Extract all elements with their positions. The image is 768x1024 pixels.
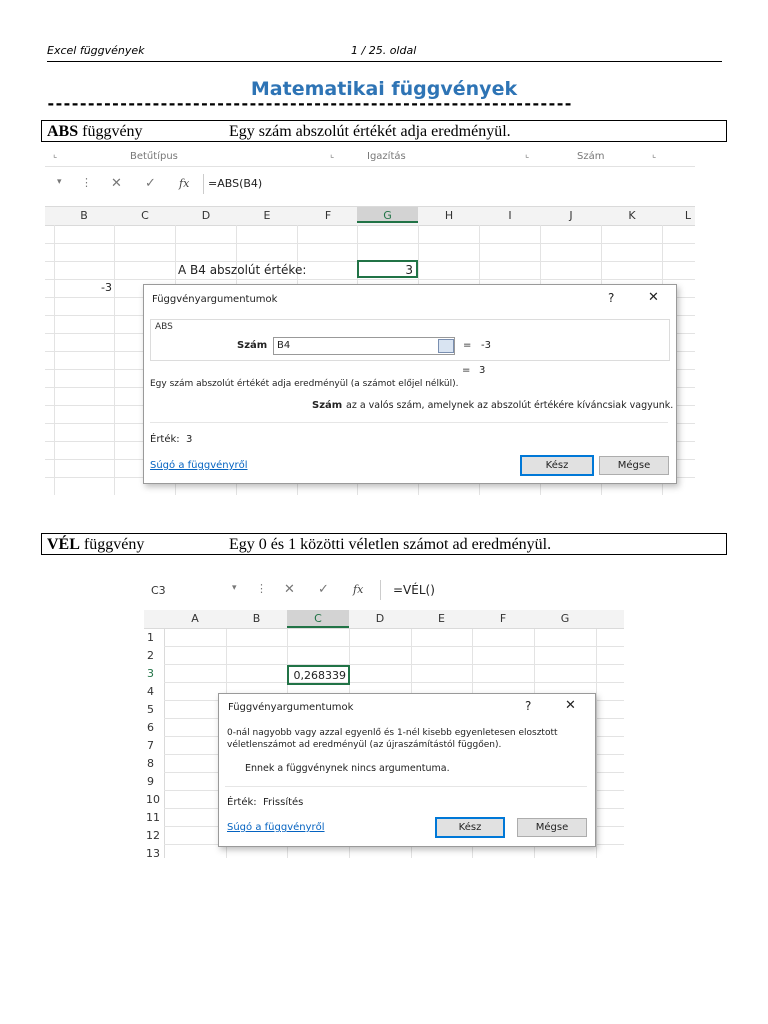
function-arguments-dialog <box>143 284 677 484</box>
ok-button[interactable]: Kész <box>520 455 594 476</box>
vel-function-box <box>41 533 727 555</box>
vel-excel-screenshot <box>144 568 624 858</box>
namebox-dropdown-icon[interactable]: ▾ <box>57 177 62 187</box>
ribbon-group-font: Betűtípus <box>130 151 178 162</box>
row-header[interactable]: 5 <box>147 703 154 716</box>
formula-text: =VÉL() <box>393 583 435 597</box>
page-header <box>47 42 722 62</box>
vel-function-name: VÉL függvény <box>47 536 145 553</box>
row-header[interactable]: 7 <box>147 739 154 752</box>
close-icon[interactable]: ✕ <box>565 698 576 713</box>
row-header[interactable]: 13 <box>146 847 160 858</box>
namebox-dropdown-icon[interactable]: ▾ <box>232 583 237 593</box>
column-header-row <box>144 610 624 629</box>
header-doc-title: Excel függvények <box>47 44 145 57</box>
col-header[interactable]: E <box>263 209 271 222</box>
row-header-column <box>144 629 165 858</box>
col-header[interactable]: D <box>375 612 385 625</box>
dashed-divider: ----------------------------------------------------------------- <box>46 94 572 108</box>
dialog-launcher-icon[interactable]: ⌞ <box>330 150 335 160</box>
abs-excel-screenshot <box>45 150 695 495</box>
close-icon[interactable]: ✕ <box>648 290 659 305</box>
col-header[interactable]: F <box>499 612 507 625</box>
col-header[interactable]: K <box>628 209 636 222</box>
dialog-title: Függvényargumentumok <box>152 294 278 305</box>
formula-bar <box>45 174 695 196</box>
col-header[interactable]: C <box>141 209 149 222</box>
dialog-launcher-icon[interactable]: ⌞ <box>525 150 530 160</box>
abs-function-desc: Egy szám abszolút értékét adja eredményül. <box>229 123 511 140</box>
col-header[interactable]: L <box>684 209 692 222</box>
formula-text: =ABS(B4) <box>208 177 263 190</box>
argument-input-text: B4 <box>277 340 291 351</box>
page-title: Matematikai függvények <box>250 78 518 100</box>
row-header[interactable]: 11 <box>146 811 160 824</box>
col-header[interactable]: F <box>324 209 332 222</box>
more-options-icon: ⋮ <box>256 582 267 595</box>
b4-cell[interactable]: -3 <box>101 281 112 294</box>
row-header[interactable]: 6 <box>147 721 154 734</box>
row-header[interactable]: 1 <box>147 631 154 644</box>
abs-function-box <box>41 120 727 142</box>
ribbon-group-alignment: Igazítás <box>367 151 406 162</box>
header-page-number: 1 / 25. oldal <box>351 44 417 57</box>
help-link[interactable]: Súgó a függvényről <box>150 460 248 471</box>
col-header[interactable]: B <box>80 209 88 222</box>
param-name: Szám <box>312 400 343 411</box>
label-cell[interactable]: A B4 abszolút értéke: <box>178 263 307 277</box>
dialog-title: Függvényargumentumok <box>228 702 354 713</box>
cancel-icon[interactable]: ✕ <box>284 582 295 597</box>
col-header[interactable]: G <box>560 612 570 625</box>
column-header-row <box>45 206 695 226</box>
formula-input[interactable] <box>203 174 695 194</box>
value-label: Érték: <box>227 797 257 808</box>
description-line-1: 0-nál nagyobb vagy azzal egyenlő és 1-nél kisebb egyenletesen elosztott <box>227 728 558 738</box>
vel-function-desc: Egy 0 és 1 közötti véletlen számot ad eredményül. <box>229 536 552 553</box>
confirm-icon[interactable]: ✓ <box>145 176 156 191</box>
col-header[interactable]: B <box>252 612 261 625</box>
formula-input[interactable] <box>380 580 624 600</box>
row-header[interactable]: 8 <box>147 757 154 770</box>
function-name: ABS <box>155 322 173 332</box>
argument-eq: = <box>463 340 472 351</box>
col-header[interactable]: E <box>438 612 445 625</box>
col-header-selected[interactable]: C <box>287 610 349 628</box>
function-description: Egy szám abszolút értékét adja eredményül (a számot előjel nélkül). <box>150 379 459 389</box>
col-header[interactable]: D <box>201 209 211 222</box>
help-button[interactable]: ? <box>608 291 615 305</box>
row-header-selected[interactable]: 3 <box>147 667 154 680</box>
insert-function-icon[interactable]: fx <box>179 177 190 190</box>
formula-bar <box>144 578 624 602</box>
divider <box>225 786 587 787</box>
value-label: Érték: <box>150 434 180 445</box>
insert-function-icon[interactable]: fx <box>353 583 364 596</box>
param-description: az a valós szám, amelynek az abszolút értékére kíváncsiak vagyunk. <box>346 400 674 411</box>
no-arguments-note: Ennek a függvénynek nincs argumentuma. <box>245 763 450 774</box>
more-options-icon: ⋮ <box>81 176 92 189</box>
abs-function-name: ABS függvény <box>47 123 143 140</box>
help-link[interactable]: Súgó a függvényről <box>227 822 325 833</box>
row-header[interactable]: 9 <box>147 775 154 788</box>
row-header[interactable]: 2 <box>147 649 154 662</box>
row-header[interactable]: 10 <box>146 793 160 806</box>
col-header[interactable]: J <box>569 209 573 222</box>
cancel-button[interactable]: Mégse <box>599 456 669 475</box>
argument-result: -3 <box>481 340 491 351</box>
description-line-2: véletlenszámot ad eredményül (az újraszámítástól függően). <box>227 740 502 750</box>
arguments-group <box>150 319 670 361</box>
ok-button[interactable]: Kész <box>435 817 505 838</box>
dialog-launcher-icon[interactable]: ⌞ <box>53 150 58 160</box>
argument-input[interactable] <box>273 337 455 355</box>
argument-label: Szám <box>237 340 268 351</box>
cancel-icon[interactable]: ✕ <box>111 176 122 191</box>
ribbon-group-bar <box>45 150 695 167</box>
col-header[interactable]: I <box>508 209 512 222</box>
total-eq: = <box>462 365 471 376</box>
col-header-selected[interactable]: G <box>357 207 418 223</box>
selected-cell-c3[interactable] <box>287 665 350 685</box>
c3-value: 0,268339 <box>293 669 346 682</box>
divider <box>150 422 668 423</box>
col-header[interactable]: A <box>191 612 199 625</box>
dialog-launcher-icon[interactable]: ⌞ <box>652 150 657 160</box>
selected-cell-g[interactable] <box>357 260 418 278</box>
ribbon-group-number: Szám <box>577 151 605 162</box>
name-box[interactable]: C3 <box>151 584 166 597</box>
collapse-range-icon[interactable] <box>438 339 454 353</box>
value-text: Frissítés <box>263 797 304 808</box>
row-header[interactable]: 4 <box>147 685 154 698</box>
total-result: 3 <box>479 365 486 376</box>
confirm-icon[interactable]: ✓ <box>318 582 329 597</box>
function-arguments-dialog <box>218 693 596 847</box>
cancel-button[interactable]: Mégse <box>517 818 587 837</box>
result-value: 3 <box>405 263 413 277</box>
help-button[interactable]: ? <box>525 699 532 713</box>
value-text: 3 <box>186 434 193 445</box>
col-header[interactable]: H <box>444 209 454 222</box>
row-header[interactable]: 12 <box>146 829 160 842</box>
